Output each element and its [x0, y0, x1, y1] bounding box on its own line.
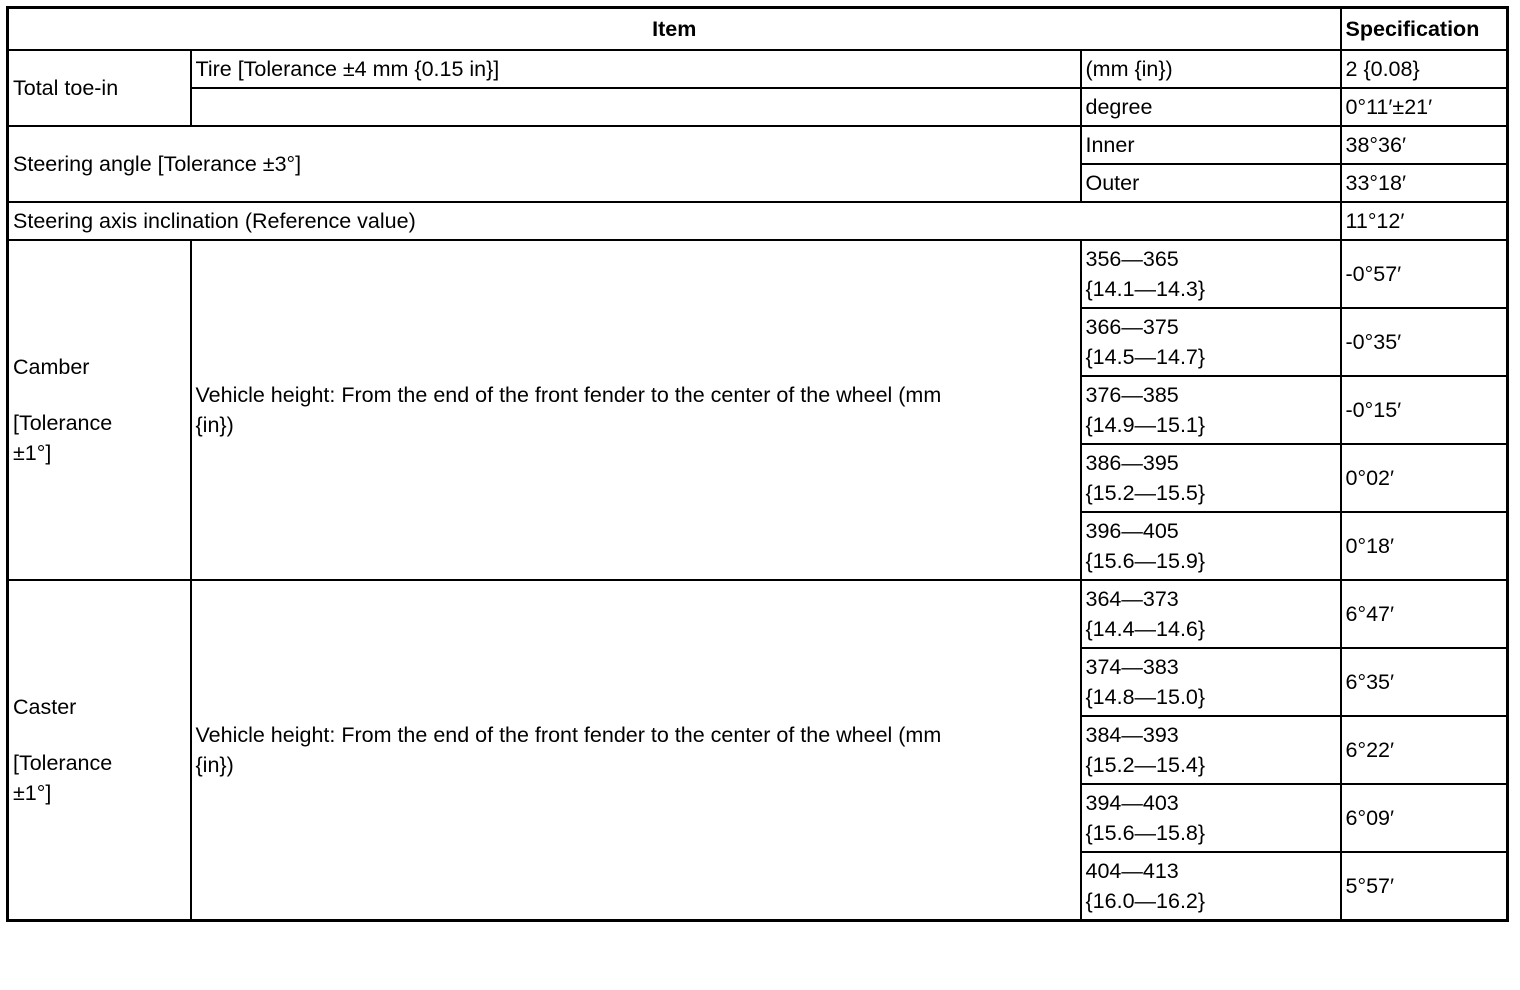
- steering-angle-outer-label: Outer: [1081, 164, 1341, 202]
- total-toe-in-value-degree: 0°11′±21′: [1341, 88, 1508, 126]
- camber-range-mm: 396—405: [1085, 519, 1179, 543]
- camber-value: -0°57′: [1341, 240, 1508, 308]
- caster-range-in: {15.2—15.4}: [1085, 753, 1206, 777]
- table-row: [8, 202, 1508, 240]
- table-row: [8, 88, 1508, 126]
- caster-range-mm: 404—413: [1085, 858, 1179, 883]
- caster-range-cell: [1081, 648, 1341, 716]
- camber-tolerance-1: [Tolerance: [13, 411, 113, 435]
- table-row: [8, 580, 1508, 648]
- steering-angle-outer-value: 33°18′: [1341, 164, 1508, 202]
- camber-range-cell: [1081, 444, 1341, 512]
- camber-range-cell: [1081, 308, 1341, 376]
- caster-description-2: {in}): [195, 752, 234, 777]
- camber-range-in: {14.9—15.1}: [1085, 413, 1206, 437]
- caster-range-cell: [1081, 580, 1341, 648]
- caster-value: 5°57′: [1341, 852, 1508, 920]
- caster-description-1: Vehicle height: From the end of the front fender to the center of the wheel (mm: [195, 722, 942, 747]
- total-toe-in-unit-mm: (mm {in}): [1081, 50, 1341, 88]
- caster-label: Caster: [13, 694, 77, 719]
- camber-tolerance-2: ±1°]: [13, 441, 52, 465]
- steering-angle-inner-label: Inner: [1081, 126, 1341, 164]
- spacer: [13, 722, 186, 748]
- caster-range-cell: [1081, 784, 1341, 852]
- table-row: [8, 126, 1508, 164]
- camber-label: Camber: [13, 355, 90, 379]
- spacer: [13, 382, 186, 408]
- caster-range-mm: 394—403: [1085, 791, 1179, 815]
- caster-range-mm: 374—383: [1085, 655, 1179, 679]
- caster-range-cell: [1081, 716, 1341, 784]
- total-toe-in-unit-degree: degree: [1081, 88, 1341, 126]
- caster-value: 6°22′: [1341, 716, 1508, 784]
- camber-range-cell: [1081, 240, 1341, 308]
- caster-value: 6°09′: [1341, 784, 1508, 852]
- camber-range-mm: 376—385: [1085, 383, 1179, 407]
- camber-range-in: {14.1—14.3}: [1085, 277, 1206, 301]
- item-header: Item: [8, 8, 1341, 51]
- camber-range-mm: 386—395: [1085, 451, 1179, 475]
- wheel-alignment-spec-table: [6, 6, 1509, 922]
- camber-label-cell: [8, 240, 191, 580]
- total-toe-in-label: Total toe-in: [8, 50, 191, 126]
- caster-range-mm: 384—393: [1085, 723, 1179, 747]
- caster-range-in: {14.8—15.0}: [1085, 685, 1206, 709]
- total-toe-in-tire: Tire [Tolerance ±4 mm {0.15 in}]: [191, 50, 1081, 88]
- table-row: [8, 240, 1508, 308]
- camber-range-mm: 366—375: [1085, 315, 1179, 339]
- caster-description-cell: [191, 580, 1081, 920]
- camber-description-1: Vehicle height: From the end of the front fender to the center of the wheel (mm: [195, 383, 942, 407]
- caster-range-mm: 364—373: [1085, 587, 1179, 611]
- caster-tolerance-2: ±1°]: [13, 780, 52, 805]
- camber-range-in: {15.2—15.5}: [1085, 481, 1206, 505]
- caster-value: 6°47′: [1341, 580, 1508, 648]
- table-row: [8, 50, 1508, 88]
- steering-axis-value: 11°12′: [1341, 202, 1508, 240]
- caster-label-cell: [8, 580, 191, 920]
- camber-range-cell: [1081, 512, 1341, 580]
- caster-range-in: {15.6—15.8}: [1085, 821, 1206, 845]
- camber-description-cell: [191, 240, 1081, 580]
- caster-value: 6°35′: [1341, 648, 1508, 716]
- camber-value: -0°35′: [1341, 308, 1508, 376]
- caster-tolerance-1: [Tolerance: [13, 750, 113, 775]
- specification-header: Specification: [1341, 8, 1508, 51]
- steering-axis-label: Steering axis inclination (Reference value): [8, 202, 1341, 240]
- empty-cell: [191, 88, 1081, 126]
- header-row: [8, 8, 1508, 51]
- camber-value: -0°15′: [1341, 376, 1508, 444]
- camber-range-in: {14.5—14.7}: [1085, 345, 1206, 369]
- caster-range-cell: [1081, 852, 1341, 920]
- camber-description-2: {in}): [195, 413, 234, 437]
- camber-value: 0°18′: [1341, 512, 1508, 580]
- camber-range-mm: 356—365: [1085, 247, 1179, 271]
- camber-range-cell: [1081, 376, 1341, 444]
- camber-range-in: {15.6—15.9}: [1085, 549, 1206, 573]
- caster-range-in: {16.0—16.2}: [1085, 888, 1206, 913]
- steering-angle-label: Steering angle [Tolerance ±3°]: [8, 126, 1081, 202]
- camber-value: 0°02′: [1341, 444, 1508, 512]
- caster-range-in: {14.4—14.6}: [1085, 617, 1206, 641]
- total-toe-in-value-mm: 2 {0.08}: [1341, 50, 1508, 88]
- steering-angle-inner-value: 38°36′: [1341, 126, 1508, 164]
